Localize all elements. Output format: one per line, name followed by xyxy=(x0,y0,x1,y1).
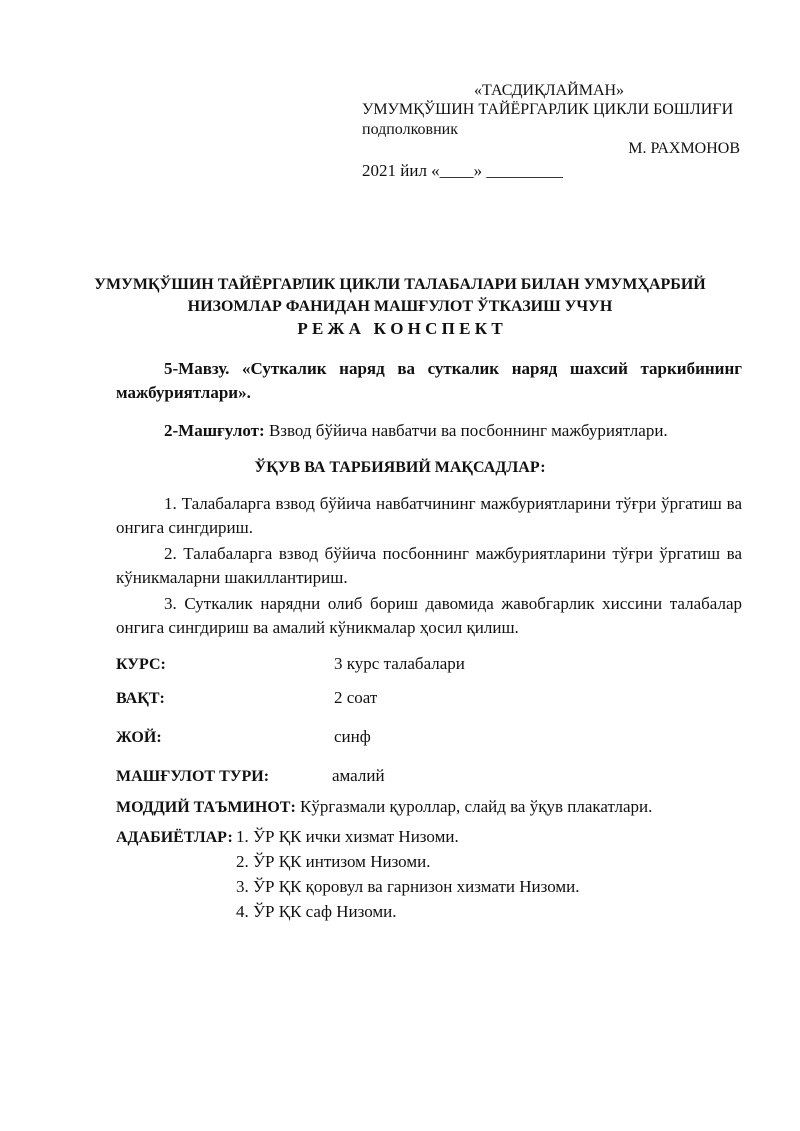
literature-label: АДАБИЁТЛАР: xyxy=(116,829,233,846)
goal-item-1 xyxy=(116,492,742,539)
goals-heading: ЎҚУВ ВА ТАРБИЯВИЙ МАҚСАДЛАР: xyxy=(254,459,546,476)
material-value: Кўргазмали қуроллар, слайд ва ўқув плакатлари. xyxy=(295,797,653,816)
approval-rank: подполковник xyxy=(362,121,458,138)
material-line xyxy=(116,796,652,819)
literature-item: 1. ЎР ҚК ички хизмат Низоми. xyxy=(236,827,459,846)
course-label: КУРС: xyxy=(116,656,166,673)
place-value: синф xyxy=(334,727,371,746)
topic-paragraph xyxy=(116,357,742,404)
approval-position: УМУМҚЎШИН ТАЙЁРГАРЛИК ЦИКЛИ БОШЛИҒИ xyxy=(362,101,734,118)
goal-item-3-text: 3. Суткалик нарядни олиб бориш давомида жавобгарлик хиссини талабалар онгига сингдириш ва амалий кўникмалар ҳосил қилиш. xyxy=(116,594,742,637)
material-label: МОДДИЙ ТАЪМИНОТ: xyxy=(116,799,296,816)
type-value: амалий xyxy=(332,766,385,785)
literature-item: 2. ЎР ҚК интизом Низоми. xyxy=(236,852,431,871)
approval-name: М. РАХМОНОВ xyxy=(628,140,740,157)
literature-item: 3. ЎР ҚК қоровул ва гарнизон хизмати Низоми. xyxy=(236,877,580,896)
document-title-line3: Р Е Ж А К О Н С П Е К Т xyxy=(297,319,503,338)
document-title-line2: НИЗОМЛАР ФАНИДАН МАШҒУЛОТ ЎТКАЗИШ УЧУН xyxy=(187,298,613,315)
goal-item-2-text: 2. Талабаларга взвод бўйича посбоннинг мажбуриятларини тўғри ўргатиш ва кўникмаларни шакиллантириш. xyxy=(116,544,742,587)
literature-item: 4. ЎР ҚК саф Низоми. xyxy=(236,902,397,921)
time-value: 2 соат xyxy=(334,688,378,707)
time-label: ВАҚТ: xyxy=(116,690,165,707)
goal-item-1-text: 1. Талабаларга взвод бўйича навбатчининг мажбуриятларини тўғри ўргатиш ва онгига сингдириш. xyxy=(116,494,742,537)
lesson-line xyxy=(164,420,668,442)
approval-date-line: 2021 йил «____» _________ xyxy=(362,161,563,180)
type-label: МАШҒУЛОТ ТУРИ: xyxy=(116,768,270,785)
approval-heading: «ТАСДИҚЛАЙМАН» xyxy=(474,82,625,99)
document-title-line1: УМУМҚЎШИН ТАЙЁРГАРЛИК ЦИКЛИ ТАЛАБАЛАРИ БИЛАН УМУМҲАРБИЙ xyxy=(94,276,706,293)
goal-item-3 xyxy=(116,592,742,639)
lesson-label: 2-Машғулот: xyxy=(164,421,265,440)
goal-item-2 xyxy=(116,542,742,589)
topic-text: 5-Мавзу. «Суткалик наряд ва суткалик наряд шахсий таркибининг мажбуриятлари». xyxy=(116,359,742,402)
place-label: ЖОЙ: xyxy=(116,729,162,746)
lesson-text: Взвод бўйича навбатчи ва посбоннинг мажбуриятлари. xyxy=(264,421,668,440)
course-value: 3 курс талабалари xyxy=(334,654,465,673)
